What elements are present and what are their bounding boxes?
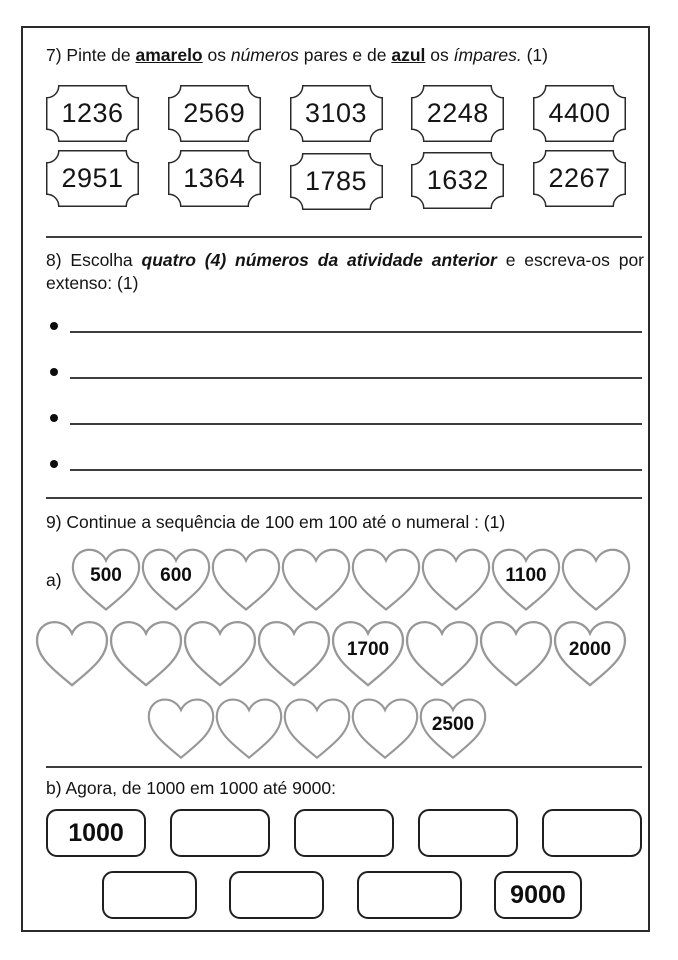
- heart-shape: [560, 546, 632, 614]
- heart-shape: [490, 546, 562, 614]
- answer-line: [70, 331, 642, 333]
- number-badge: [168, 150, 261, 207]
- heart-shape: [256, 619, 332, 689]
- question-7-text: 7) Pinte de amarelo os números pares e de azul os ímpares. (1): [46, 45, 548, 65]
- heart-value: [34, 619, 110, 689]
- heart-value: [404, 619, 480, 689]
- question-9-text: 9) Continue a sequência de 100 em 100 até o numeral : (1): [46, 512, 506, 532]
- heart-shape: [420, 546, 492, 614]
- q7-word-amarelo: amarelo: [135, 45, 203, 65]
- answer-line: [70, 423, 642, 425]
- heart-shape: [140, 546, 212, 614]
- number-box: [294, 809, 394, 857]
- bullet-icon: [50, 322, 58, 330]
- badge-value: 4400: [548, 98, 611, 128]
- heart-value: [182, 619, 258, 689]
- heart-value: 1700: [346, 639, 390, 660]
- number-badge: [46, 85, 139, 142]
- question-8-text: 8) Escolha quatro (4) números da atividade anterior e escreva-os por extenso: (1): [46, 250, 645, 293]
- heart-value: [280, 546, 352, 614]
- badge-value: 2248: [426, 98, 489, 128]
- badge-value: 1632: [426, 165, 489, 195]
- heart-shape: [478, 619, 554, 689]
- section-divider: [46, 766, 642, 768]
- heart-shape: [34, 619, 110, 689]
- heart-shape: [214, 695, 284, 763]
- section-divider: [46, 497, 642, 499]
- number-badge: [290, 85, 383, 142]
- number-box: [542, 809, 642, 857]
- heart-shape: [146, 695, 216, 763]
- heart-value: 600: [160, 565, 192, 586]
- number-box: 9000: [494, 871, 582, 919]
- heart-value: 1100: [505, 565, 547, 586]
- section-divider: [46, 236, 642, 238]
- worksheet-page: [21, 26, 650, 932]
- heart-value: [478, 619, 554, 689]
- badge-row-2: [46, 150, 626, 207]
- number-box-row-2: [102, 871, 582, 919]
- heart-value: [108, 619, 184, 689]
- answer-lines-block: [46, 287, 642, 471]
- badge-value: 3103: [304, 98, 368, 128]
- badge-value: 1785: [304, 166, 368, 196]
- heart-value: [420, 546, 492, 614]
- number-badge: [46, 150, 139, 207]
- heart-shape: [418, 695, 488, 763]
- heart-shape: [552, 619, 628, 689]
- heart-shape: [70, 546, 142, 614]
- heart-value: 2000: [568, 639, 612, 660]
- q7-word-azul: azul: [391, 45, 426, 65]
- heart-value: [350, 695, 420, 763]
- answer-row: [46, 379, 642, 425]
- bullet-icon: [50, 414, 58, 422]
- number-badge: [533, 85, 626, 142]
- heart-shape: [182, 619, 258, 689]
- question-b-text: b) Agora, de 1000 em 1000 até 9000:: [46, 778, 336, 798]
- heart-sequence-row-3: [146, 695, 642, 763]
- badge-value: 2267: [548, 163, 611, 193]
- heart-value: [350, 546, 422, 614]
- number-badge: [290, 153, 383, 210]
- number-box: [418, 809, 518, 857]
- number-badge: [411, 85, 504, 142]
- heart-value: [214, 695, 284, 763]
- number-badge: [168, 85, 261, 142]
- heart-sequence-row-2: [34, 619, 642, 689]
- answer-line: [70, 377, 642, 379]
- badge-value: 2951: [61, 163, 124, 193]
- bullet-icon: [50, 460, 58, 468]
- answer-row: [46, 425, 642, 471]
- heart-shape: [210, 546, 282, 614]
- q7-word-impares: ímpares.: [453, 45, 522, 65]
- badge-value: 1236: [61, 98, 124, 128]
- heart-value: [146, 695, 216, 763]
- badge-value: 1364: [183, 163, 246, 193]
- heart-sequence-row-1: [46, 546, 642, 614]
- number-box: [102, 871, 197, 919]
- heart-value: [560, 546, 632, 614]
- badge-row-1: [46, 85, 626, 142]
- number-badge: [533, 150, 626, 207]
- q7-word-numeros: números: [230, 45, 299, 65]
- heart-value: [256, 619, 332, 689]
- answer-line: [70, 469, 642, 471]
- heart-value: 500: [90, 565, 122, 586]
- heart-value: [210, 546, 282, 614]
- heart-shape: [350, 695, 420, 763]
- heart-shape: [282, 695, 352, 763]
- number-badge: [411, 152, 504, 209]
- heart-value: [282, 695, 352, 763]
- heart-shape: [108, 619, 184, 689]
- number-box: 1000: [46, 809, 146, 857]
- answer-row: [46, 333, 642, 379]
- number-box: [229, 871, 324, 919]
- heart-value: 2500: [431, 714, 475, 735]
- heart-shape: [350, 546, 422, 614]
- sequence-label-a: a): [46, 569, 62, 590]
- number-box-row-1: [46, 809, 642, 857]
- number-box: [170, 809, 270, 857]
- number-box: [357, 871, 462, 919]
- heart-shape: [330, 619, 406, 689]
- heart-shape: [404, 619, 480, 689]
- badge-value: 2569: [183, 98, 246, 128]
- q7-prefix: 7) Pinte de: [46, 45, 136, 65]
- heart-shape: [280, 546, 352, 614]
- q8-emphasis: quatro (4) números da atividade anterior: [141, 250, 497, 270]
- bullet-icon: [50, 368, 58, 376]
